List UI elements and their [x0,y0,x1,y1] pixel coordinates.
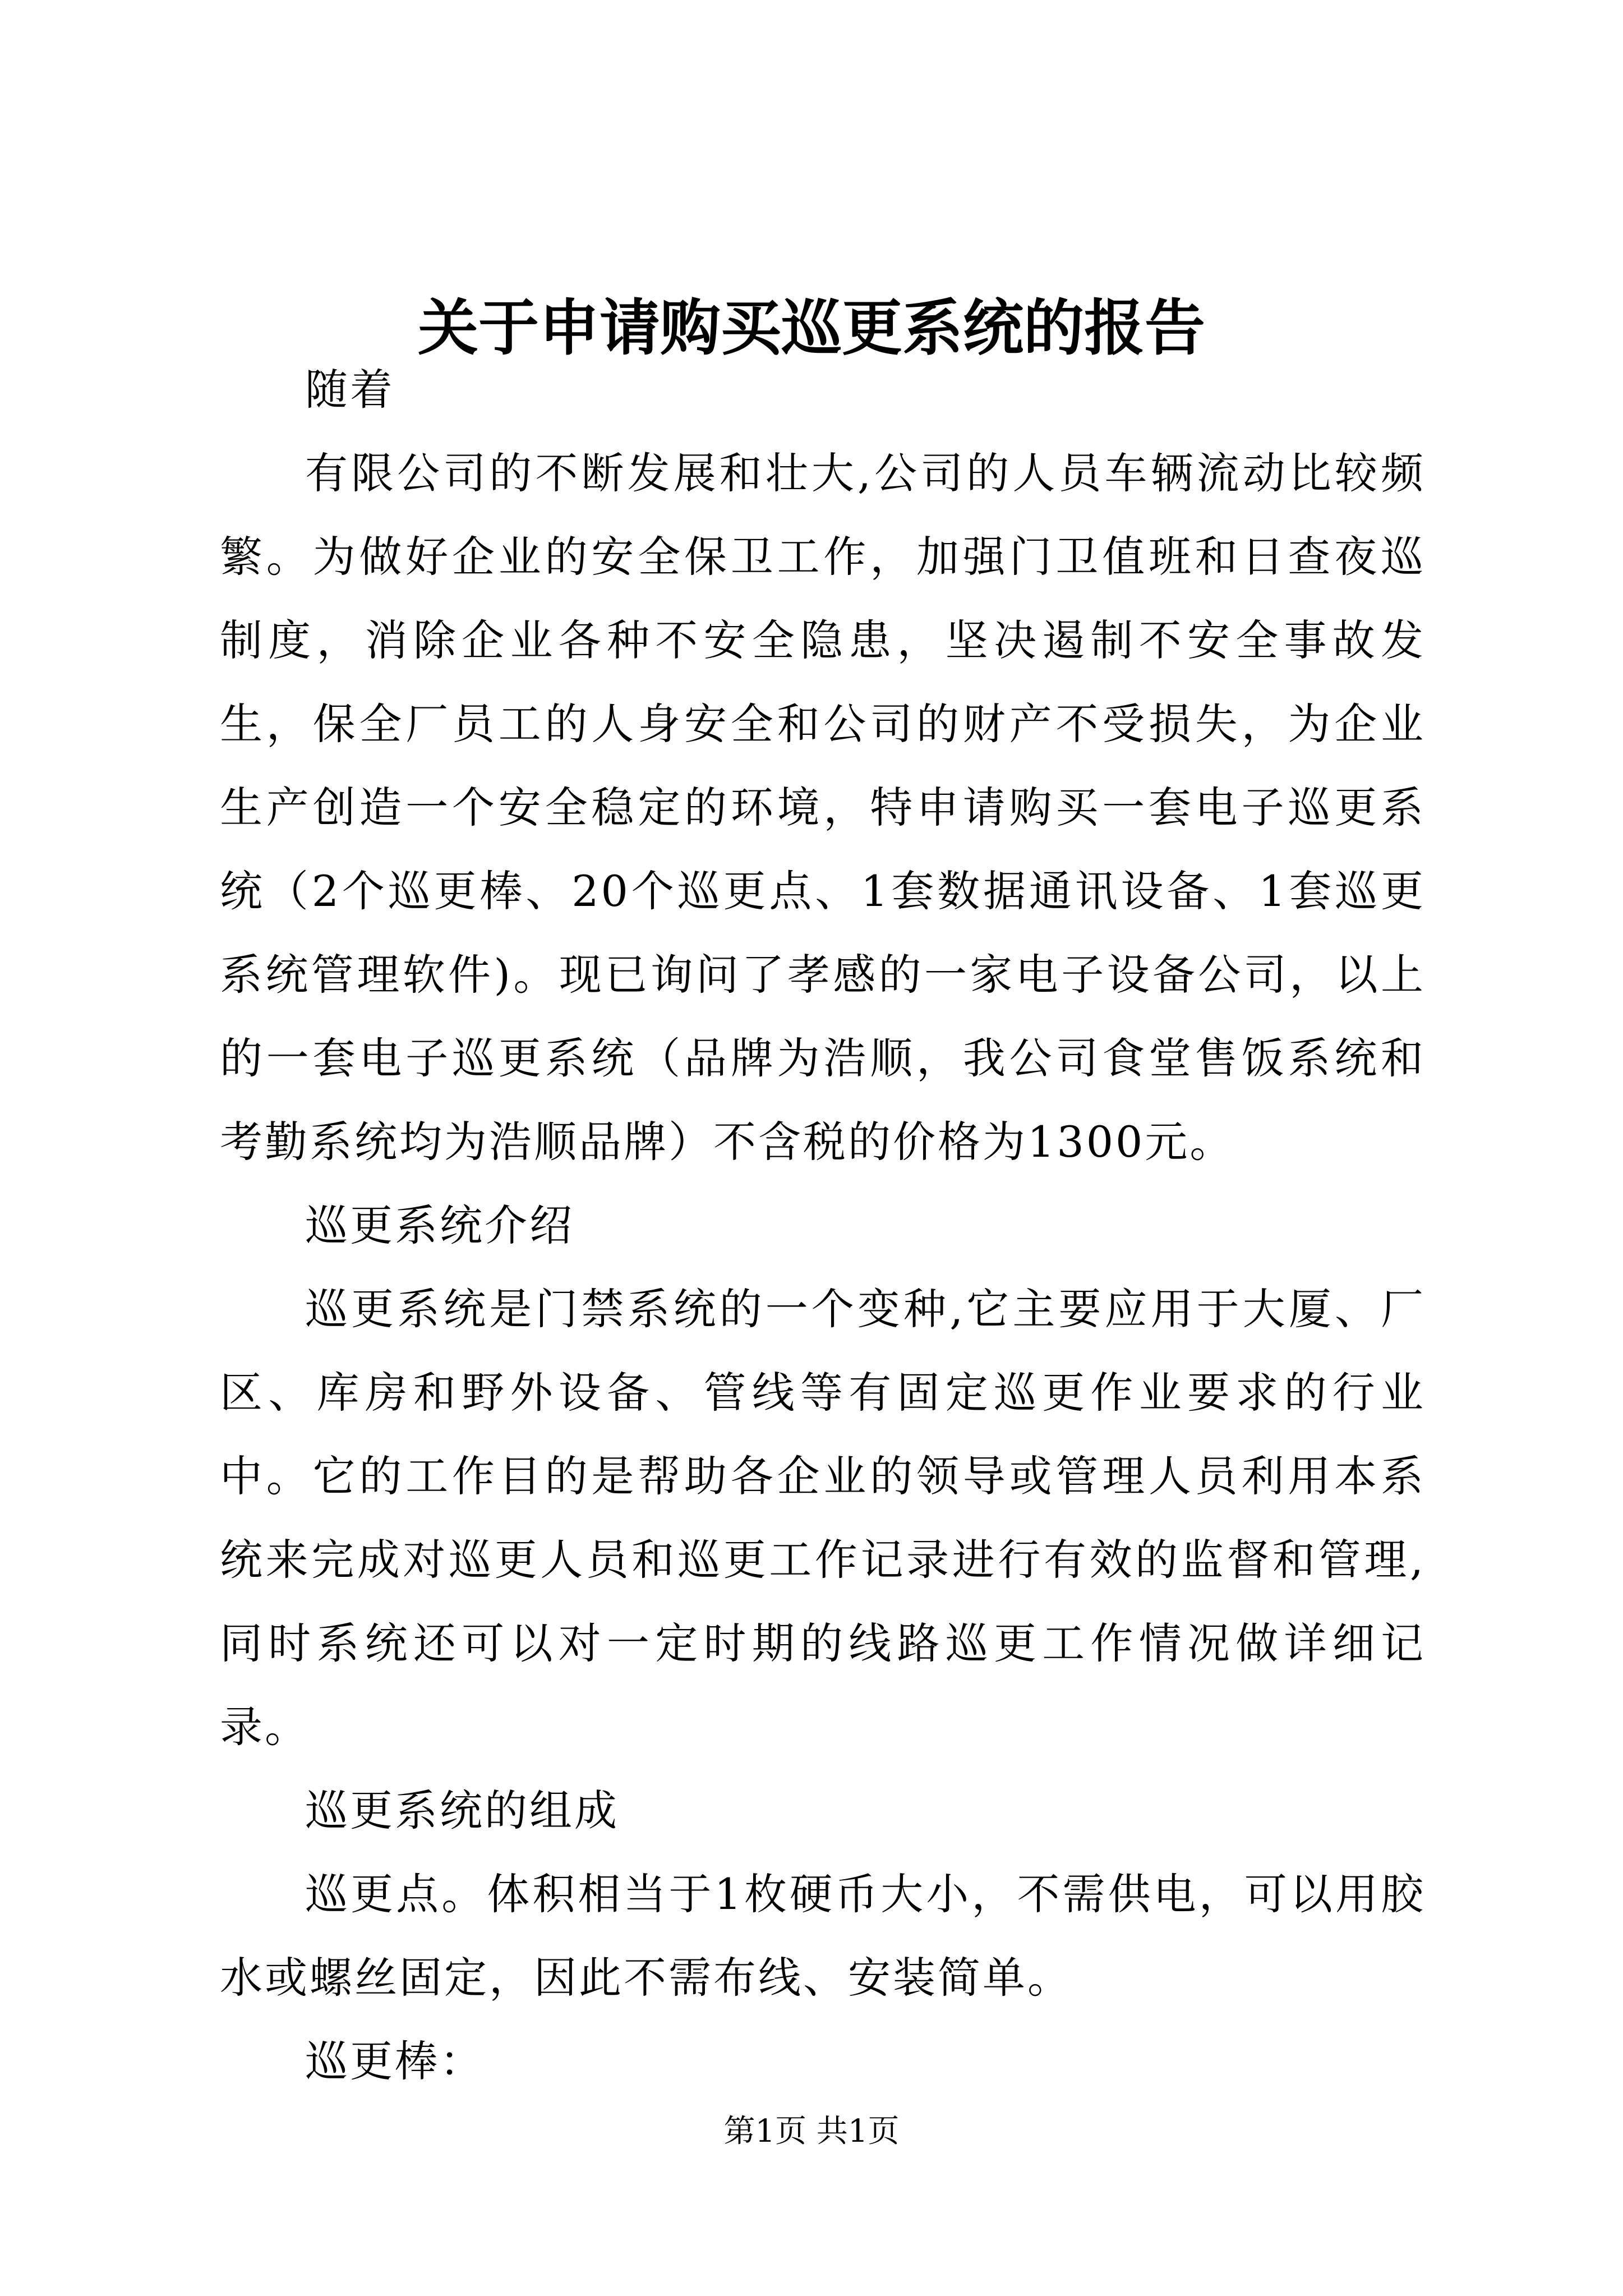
paragraph-patrol-point: 巡更点。体积相当于1枚硬币大小，不需供电，可以用胶水或螺丝固定，因此不需布线、安装简单。 [220,1869,1426,2003]
paragraph-patrol-stick: 巡更棒： [305,2036,485,2086]
heading-system-composition: 巡更系统的组成 [305,1786,619,1835]
document-title: 关于申请购买巡更系统的报告 [417,293,1205,364]
heading-system-intro: 巡更系统介绍 [305,1200,574,1250]
page-footer: 第1页 共1页 [723,2113,900,2150]
paragraph-system-intro: 巡更系统是门禁系统的一个变种,它主要应用于大厦、厂区、库房和野外设备、管线等有固定巡更作业要求的行业中。它的工作目的是帮助各企业的领导或管理人员利用本系统来完成对巡更人员和巡更工作记录进行有效的监督和管理,同时系统还可以对一定时期的线路巡更工作情况做详细记录。 [220,1284,1426,1752]
paragraph-intro: 随着 [305,365,395,415]
paragraph-request: 有限公司的不断发展和壮大,公司的人员车辆流动比较频繁。为做好企业的安全保卫工作，加强门卫值班和日查夜巡制度，消除企业各种不安全隐患，坚决遏制不安全事故发生，保全厂员工的人身安全和公司的财产不受损失，为企业生产创造一个安全稳定的环境，特申请购买一套电子巡更系统（2个巡更棒、20个巡更点、1套数据通讯设备、1套巡更系统管理软件)。现已询问了孝感的一家电子设备公司，以上的一套电子巡更系统（品牌为浩顺，我公司食堂售饭系统和考勤系统均为浩顺品牌）不含税的价格为1300元。 [220,448,1426,1167]
document-body [220,348,1426,2103]
